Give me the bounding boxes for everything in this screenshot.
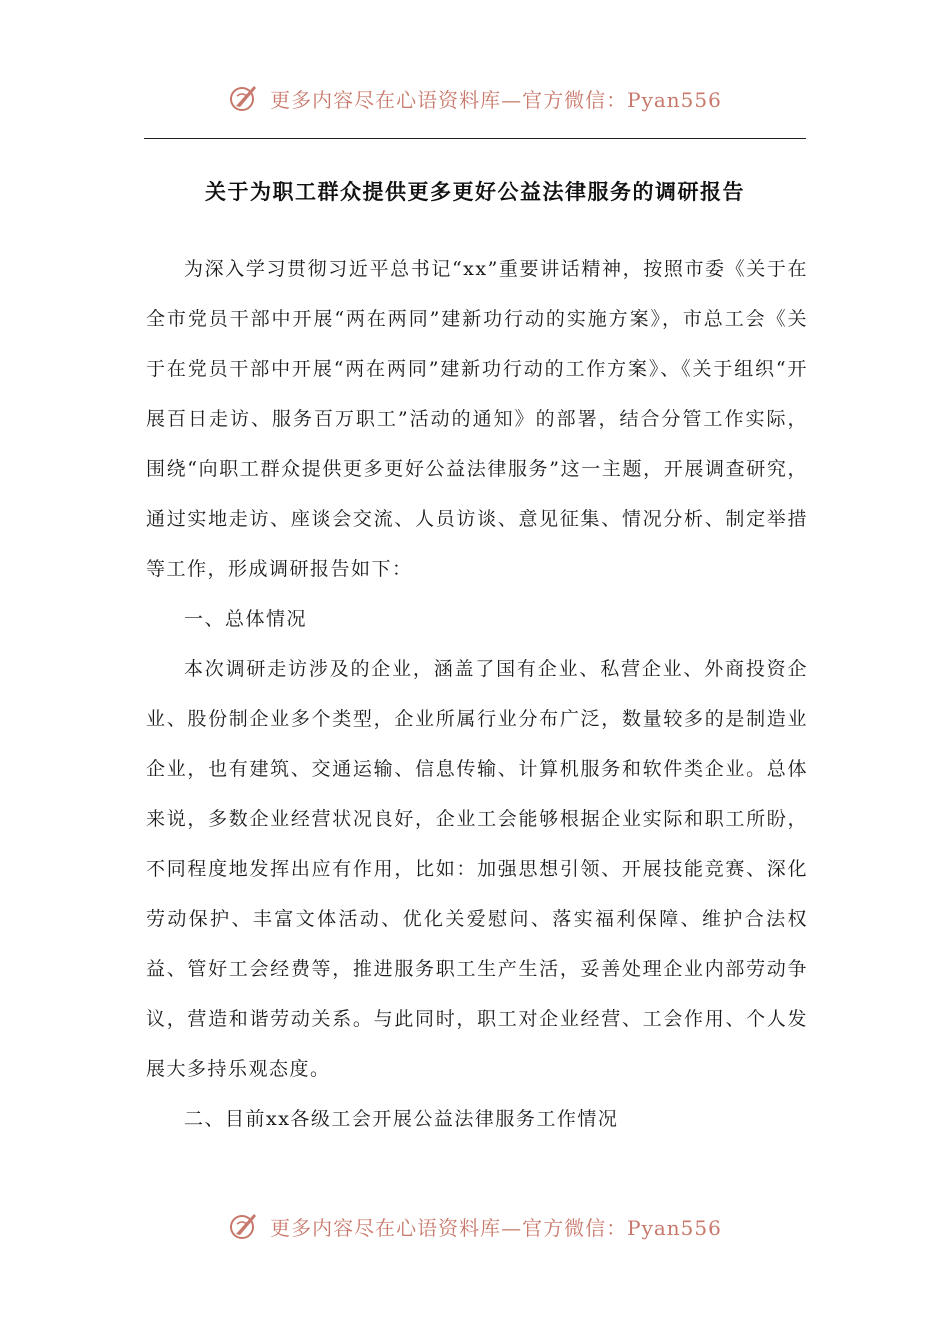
- paragraph-intro: 为深入学习贯彻习近平总书记“xx”重要讲话精神，按照市委《关于在全市党员干部中开展“两在两同”建新功行动的实施方案》，市总工会《关于在党员干部中开展“两在两同”建新功行动的工作方案》、《关于组织“开展百日走访、服务百万职工”活动的通知》的部署，结合分管工作实际，围绕“向职工群众提供更多更好公益法律服务”这一主题，开展调查研究，通过实地走访、座谈会交流、人员访谈、意见征集、情况分析、制定举措等工作，形成调研报告如下：: [146, 258, 808, 580]
- footer-watermark: [0, 1210, 950, 1242]
- section-heading-overview: 一、总体情况: [184, 608, 308, 630]
- quill-pen-icon: [228, 82, 260, 114]
- paragraph-overview: 本次调研走访涉及的企业，涵盖了国有企业、私营企业、外商投资企业、股份制企业多个类型，企业所属行业分布广泛，数量较多的是制造业企业，也有建筑、交通运输、信息传输、计算机服务和软件类企业。总体来说，多数企业经营状况良好，企业工会能够根据企业实际和职工所盼，不同程度地发挥出应有作用，比如：加强思想引领、开展技能竞赛、深化劳动保护、丰富文体活动、优化关爱慰问、落实福利保障、维护合法权益、管好工会经费等，推进服务职工生产生活，妥善处理企业内部劳动争议，营造和谐劳动关系。与此同时，职工对企业经营、工会作用、个人发展大多持乐观态度。: [146, 658, 808, 1080]
- section-heading-current: 二、目前xx各级工会开展公益法律服务工作情况: [184, 1108, 619, 1130]
- quill-pen-icon: [228, 1210, 260, 1242]
- watermark-text: 更多内容尽在心语资料库—官方微信：Pyan556: [270, 87, 722, 112]
- header-watermark: [0, 82, 950, 114]
- watermark-text: 更多内容尽在心语资料库—官方微信：Pyan556: [270, 1215, 722, 1240]
- document-title: 关于为职工群众提供更多更好公益法律服务的调研报告: [205, 180, 745, 204]
- header-divider: [144, 138, 806, 139]
- document-body: [146, 244, 808, 1144]
